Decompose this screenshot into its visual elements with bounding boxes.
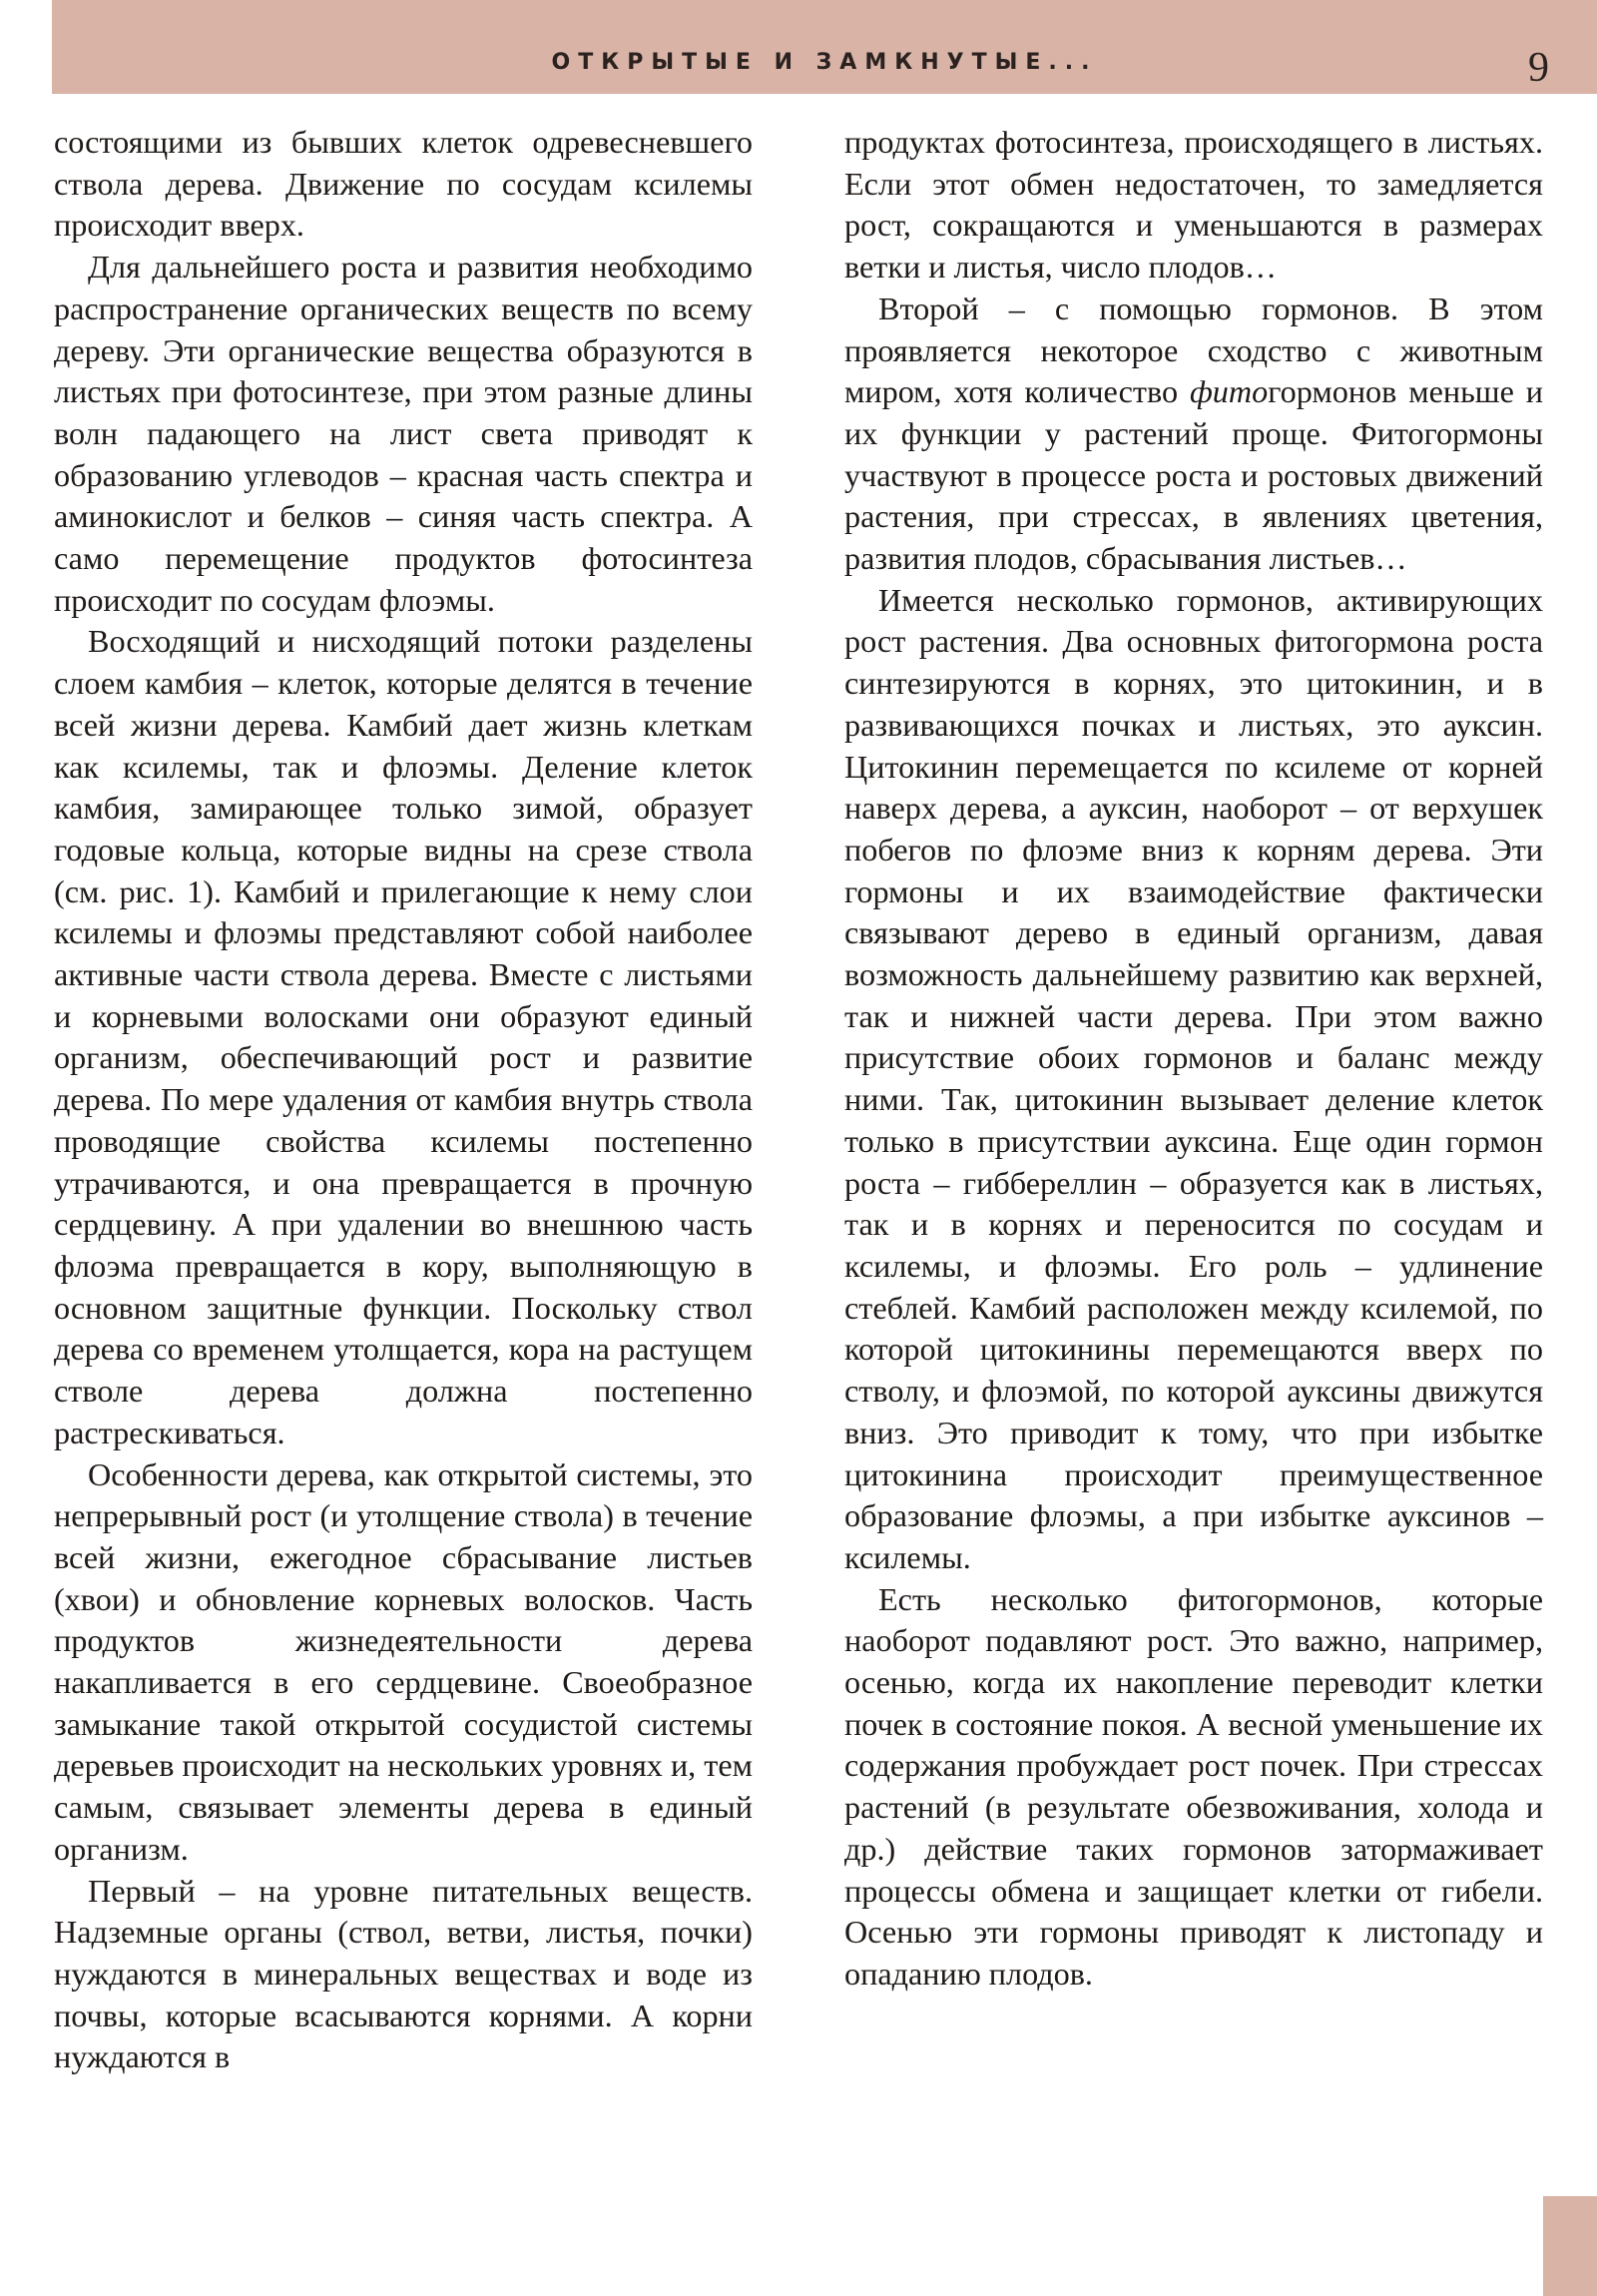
paragraph: Особенности дерева, как открытой системы, это непрерывный рост (и утолщение ствола) в течение всей жизни, ежегодное сбрасывание листьев (хвои) и обновление корневых волосков. Часть продуктов жизнедеятельности дерева накапливается в его сердцевине. Своеобразное замыкание такой открытой сосудистой системы деревьев происходит на нескольких уровнях и, тем самым, связывает элементы дерева в единый организм. [54, 1455, 753, 1867]
paragraph: Первый – на уровне питательных веществ. Надземные органы (ствол, ветви, листья, почки) нуждаются в минеральных веществах и воде из почвы, которые всасываются корнями. А корни нуждаются в [54, 1872, 753, 2075]
paragraph: продуктах фотосинтеза, происходящего в листьях. Если этот обмен недостаточен, то замедляется рост, сокращаются и уменьшаются в размерах ветки и листья, число плодов… [844, 124, 1543, 286]
paragraph: Для дальнейшего роста и развития необходимо распространение органических веществ по всему дереву. Эти органические вещества образуются в листьях при фотосинтезе, при этом разные длины волн падающего на лист света приводят к образованию углеводов – красная часть спектра и аминокислот и белков – синяя часть спектра. А само перемещение продуктов фотосинтеза происходит по сосудам флоэмы. [54, 249, 753, 618]
paragraph: Имеется несколько гормонов, активирующих рост растения. Два основных фитогормона роста синтезируются в корнях, это цитокинин, и в развивающихся почках и листьях, это ауксин. Цитокинин перемещается по ксилеме от корней наверх дерева, а ауксин, наоборот – от верхушек побегов по флоэме вниз к корням дерева. Эти гормоны и их взаимодействие фактически связывают дерево в единый организм, давая возможность дальнейшему развитию как верхней, так и нижней части дерева. При этом важно присутствие обоих гормонов и баланс между ними. Так, цитокинин вызывает деление клеток только в присутствии ауксина. Еще один гормон роста – гиббереллин – образуется как в листьях, так и в корнях и переносится по сосудам и ксилемы, и флоэмы. Его роль – удлинение стеблей. Камбий расположен между ксилемой, по которой цитокинины перемещаются вверх по стволу, и флоэмой, по которой ауксины движутся вниз. Это приводит к тому, что при избытке цитокинина происходит преимущественное образование флоэмы, а при избытке ауксинов – ксилемы. [844, 581, 1543, 1575]
paragraph: Восходящий и нисходящий потоки разделены слоем камбия – клеток, которые делятся в течение всей жизни дерева. Камбий дает жизнь клеткам как ксилемы, так и флоэмы. Деление клеток камбия, замирающее только зимой, образует годовые кольца, которые видны на срезе ствола (см. рис. 1). Камбий и прилегающие к нему слои ксилемы и флоэмы представляют собой наиболее активные части ствола дерева. Вместе с листьями и корневыми волосками они образуют единый организм, обеспечивающий рост и развитие дерева. По мере удаления от камбия внутрь ствола проводящие свойства ксилемы постепенно утрачиваются, и она превращается в прочную сердцевину. А при удалении во внешнюю часть флоэма превращается в кору, выполняющую в основном защитные функции. Поскольку ствол дерева со временем утолщается, кора на растущем стволе дерева должна постепенно растрескиваться. [54, 623, 753, 1450]
paragraph-text-before: Второй – с помощью гормонов. В этом проявляется некоторое сходство с животным миром, хотя количество [844, 289, 1543, 410]
page-number: 9 [1528, 45, 1549, 91]
running-title: ОТКРЫТЫЕ И ЗАМКНУТЫЕ... [551, 50, 1098, 75]
corner-decoration [1543, 2196, 1597, 2296]
emphasis-fito: фито [1189, 373, 1269, 410]
left-column [54, 122, 753, 2078]
paragraph-text-after: гормонов меньше и их функции у растений проще. Фитогормоны участвуют в процессе роста и ростовых движений растения, при стрессах, в явлениях цветения, развития плодов, сбрасывания листьев… [844, 373, 1543, 577]
header-band [52, 0, 1597, 94]
paragraph [844, 288, 1543, 580]
paragraph: состоящими из бывших клеток одревесневшего ствола дерева. Движение по сосудам ксилемы происходит вверх. [54, 124, 753, 244]
right-column [844, 122, 1543, 1996]
paragraph: Есть несколько фитогормонов, которые наоборот подавляют рост. Это важно, например, осенью, когда их накопление переводит клетки почек в состояние покоя. А весной уменьшение их содержания пробуждает рост почек. При стрессах растений (в результате обезвоживания, холода и др.) действие таких гормонов затормаживает процессы обмена и защищает клетки от гибели. Осенью эти гормоны приводят к листопаду и опаданию плодов. [844, 1580, 1543, 1992]
